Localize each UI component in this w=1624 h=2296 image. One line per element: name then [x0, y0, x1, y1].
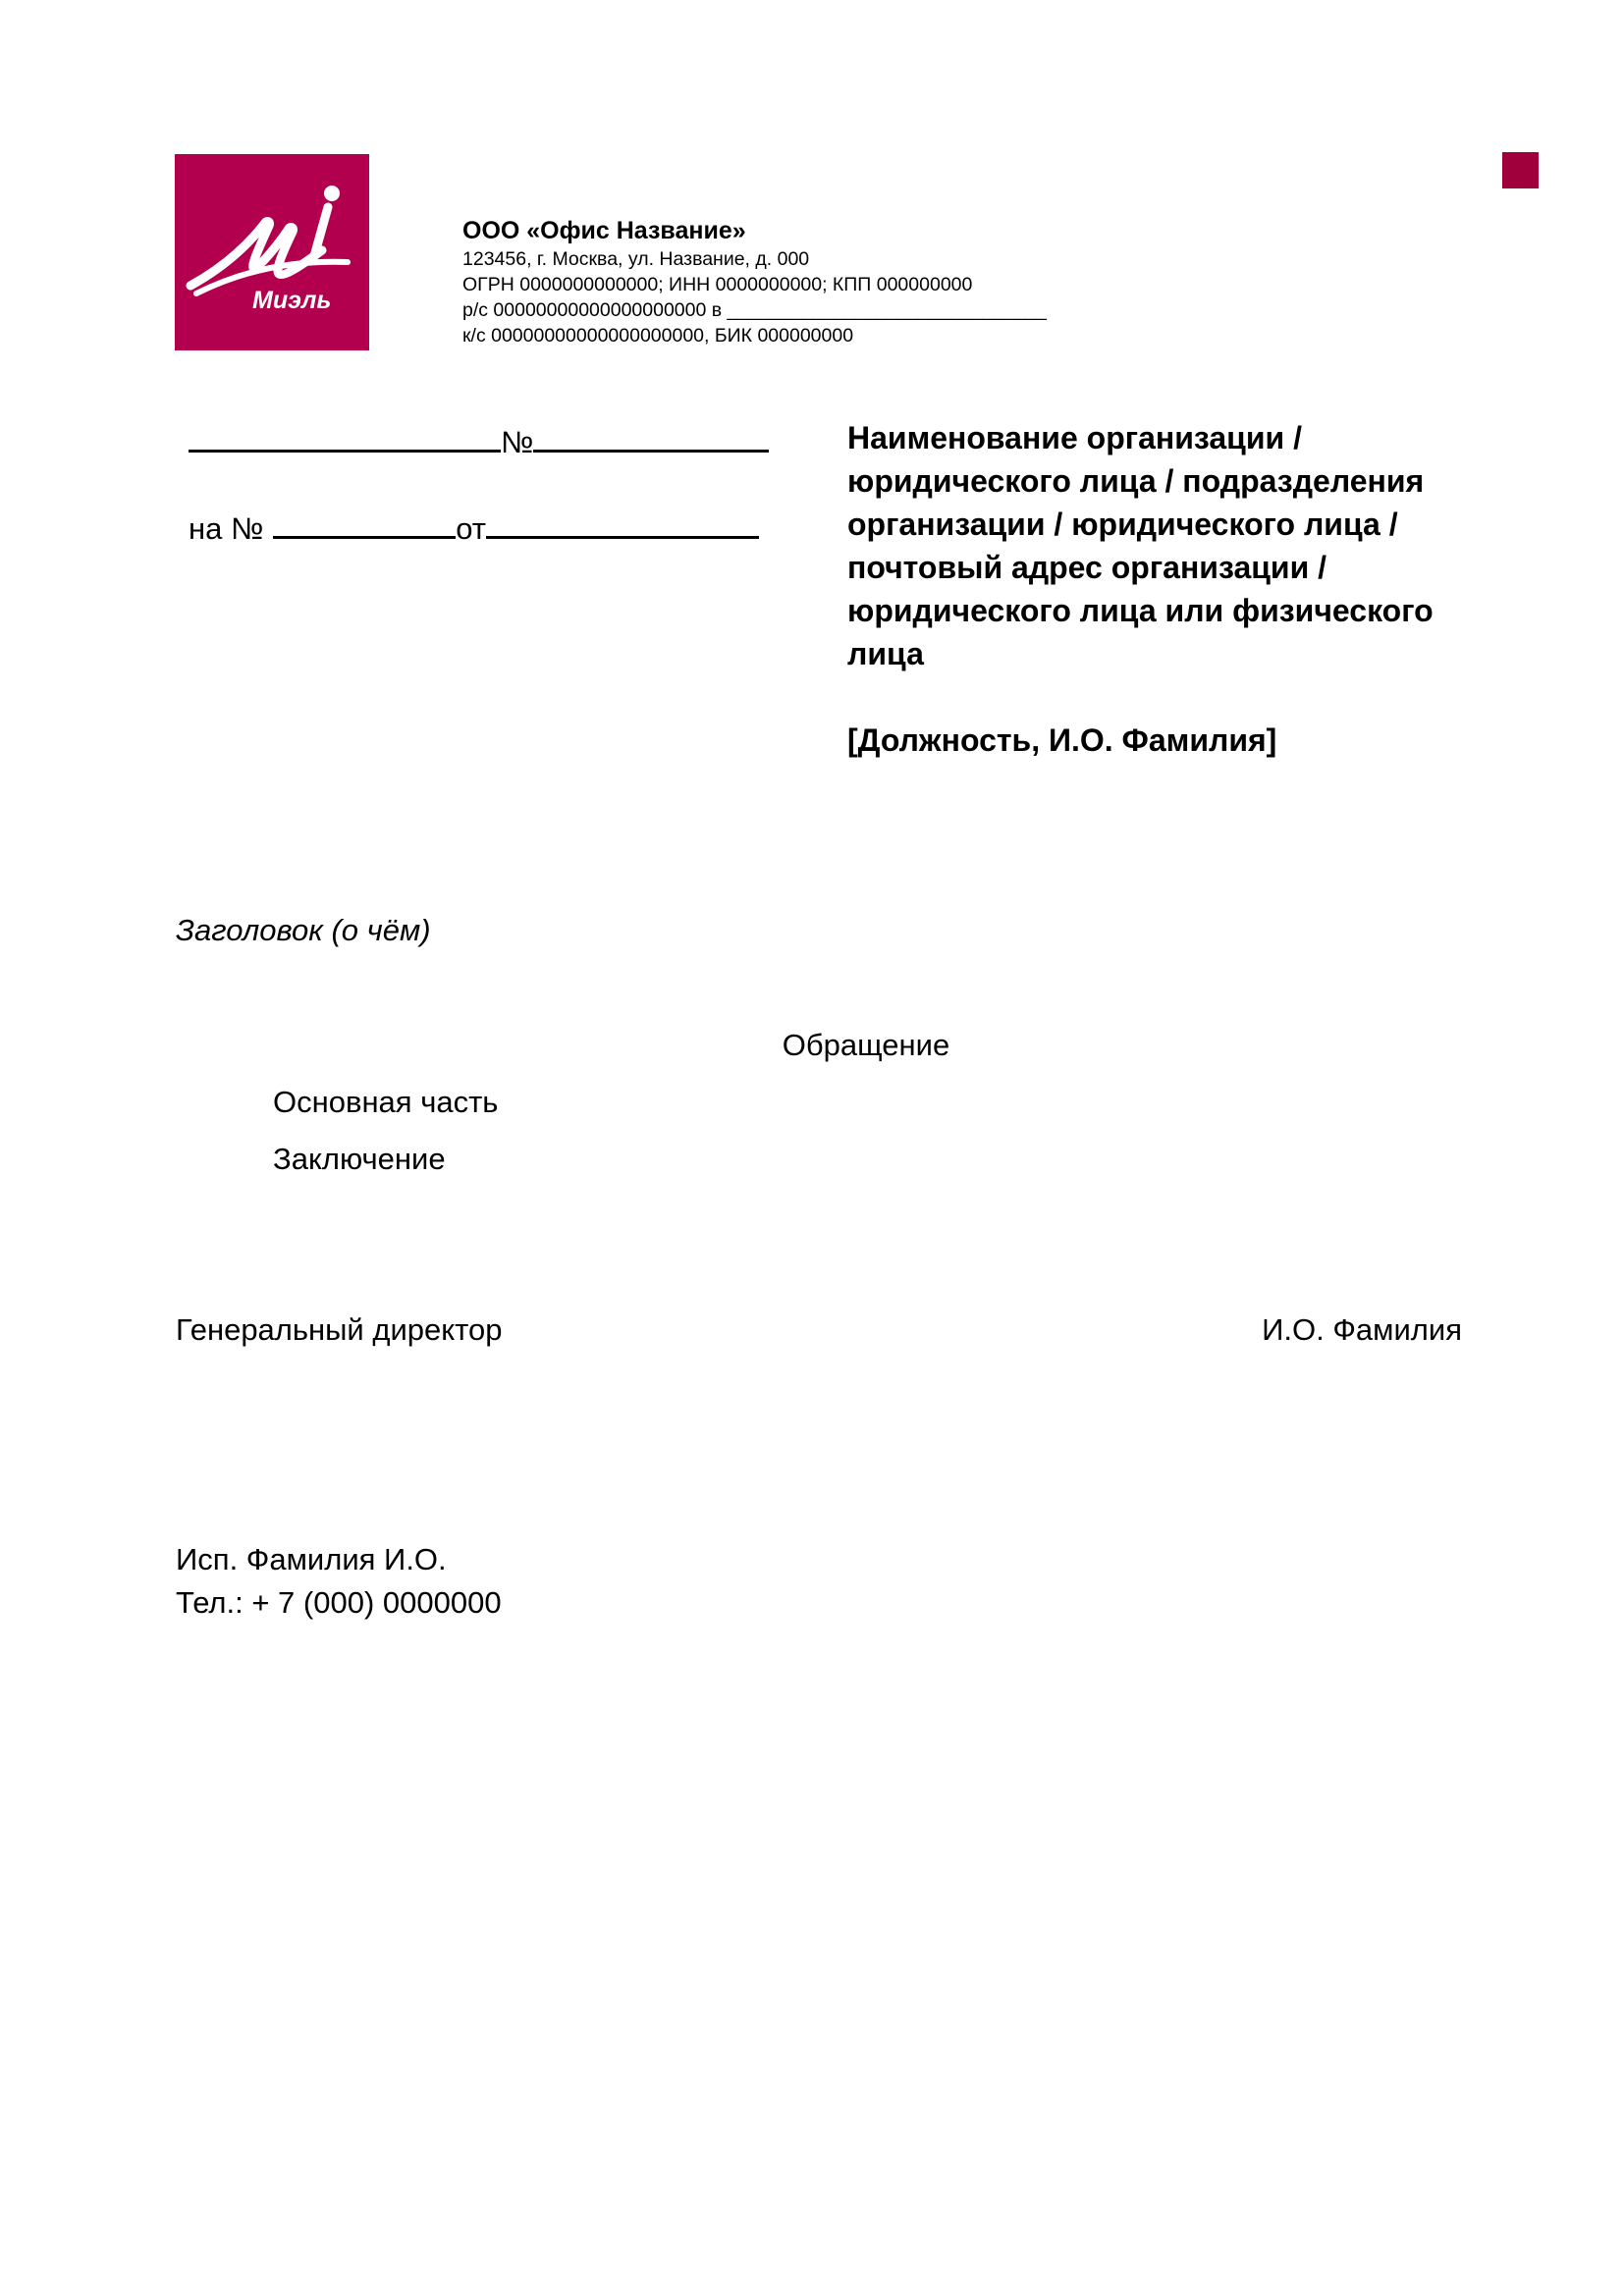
addressee-block [847, 416, 1495, 762]
company-correspondent-account: к/с 00000000000000000000, БИК 000000000 [462, 325, 854, 347]
company-address: 123456, г. Москва, ул. Название, д. 000 [462, 248, 810, 270]
letterhead [462, 215, 1209, 348]
in-reply-prefix: на № [189, 511, 264, 546]
executor-block [176, 1538, 502, 1625]
outgoing-date-blank [189, 420, 501, 453]
letter-salutation: Обращение [782, 1028, 950, 1062]
executor-phone: Тел.: + 7 (000) 0000000 [176, 1585, 502, 1620]
in-reply-date-blank [486, 507, 759, 539]
outgoing-number-row [189, 420, 769, 460]
letter-conclusion: Заключение [273, 1142, 446, 1176]
from-label: от [456, 511, 486, 546]
outgoing-number-blank [533, 420, 769, 453]
addressee-organization: Наименование организации / юридического лица / подразделения организации / юридического лица / почтовый адрес организации / юридического лица или физического лица [847, 420, 1434, 671]
signature-row [176, 1312, 1462, 1348]
corner-mark [1502, 152, 1539, 188]
logo-text: Миэль [252, 287, 332, 314]
signatory-name: И.О. Фамилия [1262, 1312, 1462, 1347]
in-reply-number-blank [273, 507, 456, 539]
company-registration: ОГРН 0000000000000; ИНН 0000000000; КПП 000000000 [462, 274, 973, 295]
company-settlement-account: р/с 00000000000000000000 в ______________________________ [462, 299, 1047, 321]
company-name: ООО «Офис Название» [462, 217, 746, 244]
signatory-position: Генеральный директор [176, 1312, 503, 1347]
company-logo [175, 154, 369, 350]
logo-graphic [175, 154, 369, 350]
number-sign: № [501, 425, 534, 459]
addressee-person: [Должность, И.О. Фамилия] [847, 722, 1277, 758]
in-reply-row [189, 507, 759, 547]
executor-name: Исп. Фамилия И.О. [176, 1542, 447, 1576]
letter-main-part: Основная часть [273, 1085, 499, 1119]
letter-subject: Заголовок (о чём) [176, 913, 431, 947]
